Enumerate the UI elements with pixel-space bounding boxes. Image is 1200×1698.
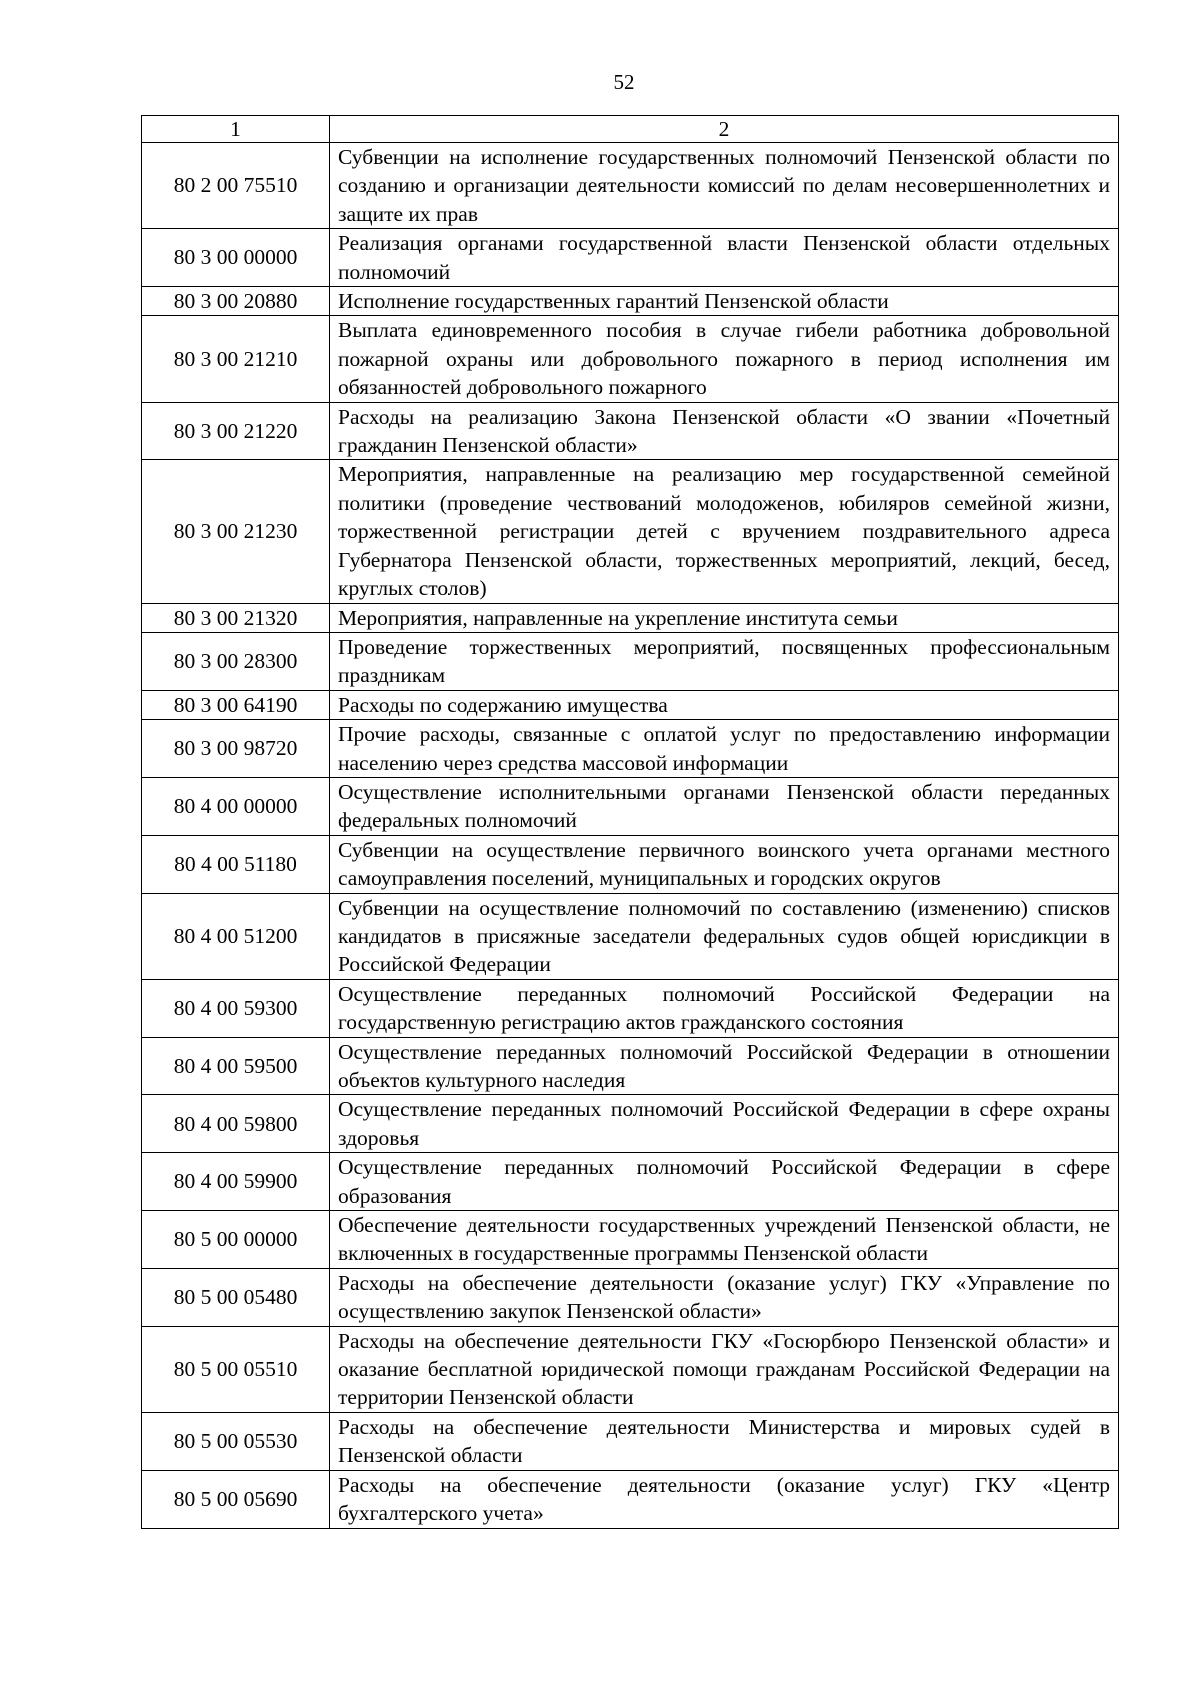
table-row [142, 229, 1119, 287]
row-description: Расходы по содержанию имущества [330, 690, 1119, 719]
row-description: Субвенции на осуществление полномочий по составлению (изменению) списков кандидатов в присяжные заседатели федеральных судов общей юрисдикции в Российской Федерации [330, 893, 1119, 979]
table-row [142, 720, 1119, 778]
row-description: Расходы на обеспечение деятельности ГКУ «Госюрбюро Пензенской области» и оказание бесплатной юридической помощи гражданам Российской Федерации на территории Пензенской области [330, 1326, 1119, 1412]
row-description: Субвенции на осуществление первичного воинского учета органами местного самоуправления поселений, муниципальных и городских округов [330, 835, 1119, 893]
row-code: 80 4 00 59800 [142, 1095, 330, 1153]
row-code: 80 3 00 21320 [142, 603, 330, 632]
table-row [142, 1211, 1119, 1269]
row-description: Осуществление переданных полномочий Российской Федерации в отношении объектов культурного наследия [330, 1037, 1119, 1095]
row-code: 80 3 00 28300 [142, 632, 330, 690]
table-row [142, 1326, 1119, 1412]
row-code: 80 3 00 21220 [142, 402, 330, 460]
table-body [142, 143, 1119, 1529]
row-description: Выплата единовременного пособия в случае гибели работника добровольной пожарной охраны или добровольного пожарного в период исполнения им обязанностей добровольного пожарного [330, 316, 1119, 402]
row-code: 80 4 00 00000 [142, 777, 330, 835]
row-code: 80 4 00 59900 [142, 1153, 330, 1211]
table-row [142, 632, 1119, 690]
row-code: 80 4 00 59500 [142, 1037, 330, 1095]
table-row [142, 402, 1119, 460]
table-row [142, 1153, 1119, 1211]
row-code: 80 5 00 05510 [142, 1326, 330, 1412]
row-code: 80 2 00 75510 [142, 143, 330, 229]
row-code: 80 3 00 98720 [142, 720, 330, 778]
row-code: 80 3 00 21230 [142, 460, 330, 603]
budget-classification-table [141, 115, 1119, 1529]
row-description: Субвенции на исполнение государственных полномочий Пензенской области по созданию и организации деятельности комиссий по делам несовершеннолетних и защите их прав [330, 143, 1119, 229]
row-description: Реализация органами государственной власти Пензенской области отдельных полномочий [330, 229, 1119, 287]
table-row [142, 690, 1119, 719]
row-description: Обеспечение деятельности государственных учреждений Пензенской области, не включенных в государственные программы Пензенской области [330, 1211, 1119, 1269]
table-row [142, 1412, 1119, 1470]
row-description: Расходы на обеспечение деятельности (оказание услуг) ГКУ «Центр бухгалтерского учета» [330, 1470, 1119, 1528]
table-row [142, 316, 1119, 402]
row-code: 80 3 00 20880 [142, 287, 330, 316]
row-description: Расходы на реализацию Закона Пензенской области «О звании «Почетный гражданин Пензенской области» [330, 402, 1119, 460]
column-header-description: 2 [330, 116, 1119, 143]
table-row [142, 143, 1119, 229]
table-row [142, 1095, 1119, 1153]
row-description: Прочие расходы, связанные с оплатой услуг по предоставлению информации населению через средства массовой информации [330, 720, 1119, 778]
row-code: 80 5 00 05530 [142, 1412, 330, 1470]
table-row [142, 893, 1119, 979]
row-description: Расходы на обеспечение деятельности Министерства и мировых судей в Пензенской области [330, 1412, 1119, 1470]
table-row [142, 460, 1119, 603]
row-code: 80 3 00 00000 [142, 229, 330, 287]
row-code: 80 4 00 51180 [142, 835, 330, 893]
table-row [142, 1037, 1119, 1095]
page-number: 52 [613, 70, 635, 94]
table-row [142, 777, 1119, 835]
table-row [142, 287, 1119, 316]
row-code: 80 3 00 21210 [142, 316, 330, 402]
row-code: 80 4 00 59300 [142, 979, 330, 1037]
row-description: Осуществление переданных полномочий Российской Федерации в сфере охраны здоровья [330, 1095, 1119, 1153]
table-row [142, 979, 1119, 1037]
row-description: Осуществление переданных полномочий Российской Федерации в сфере образования [330, 1153, 1119, 1211]
row-code: 80 5 00 00000 [142, 1211, 330, 1269]
column-header-code: 1 [142, 116, 330, 143]
row-description: Осуществление переданных полномочий Российской Федерации на государственную регистрацию актов гражданского состояния [330, 979, 1119, 1037]
row-code: 80 5 00 05480 [142, 1268, 330, 1326]
table-row [142, 1470, 1119, 1528]
row-description: Расходы на обеспечение деятельности (оказание услуг) ГКУ «Управление по осуществлению закупок Пензенской области» [330, 1268, 1119, 1326]
table-row [142, 1268, 1119, 1326]
row-description: Исполнение государственных гарантий Пензенской области [330, 287, 1119, 316]
table-row [142, 603, 1119, 632]
row-code: 80 3 00 64190 [142, 690, 330, 719]
row-code: 80 5 00 05690 [142, 1470, 330, 1528]
row-description: Мероприятия, направленные на реализацию мер государственной семейной политики (проведение чествований молодоженов, юбиляров семейной жизни, торжественной регистрации детей с вручением поздравительного адреса Губернатора Пензенской области, торжественных мероприятий, лекций, бесед, круглых столов) [330, 460, 1119, 603]
row-description: Осуществление исполнительными органами Пензенской области переданных федеральных полномочий [330, 777, 1119, 835]
table-header-row [142, 116, 1119, 143]
row-description: Мероприятия, направленные на укрепление института семьи [330, 603, 1119, 632]
table-row [142, 835, 1119, 893]
row-code: 80 4 00 51200 [142, 893, 330, 979]
row-description: Проведение торжественных мероприятий, посвященных профессиональным праздникам [330, 632, 1119, 690]
